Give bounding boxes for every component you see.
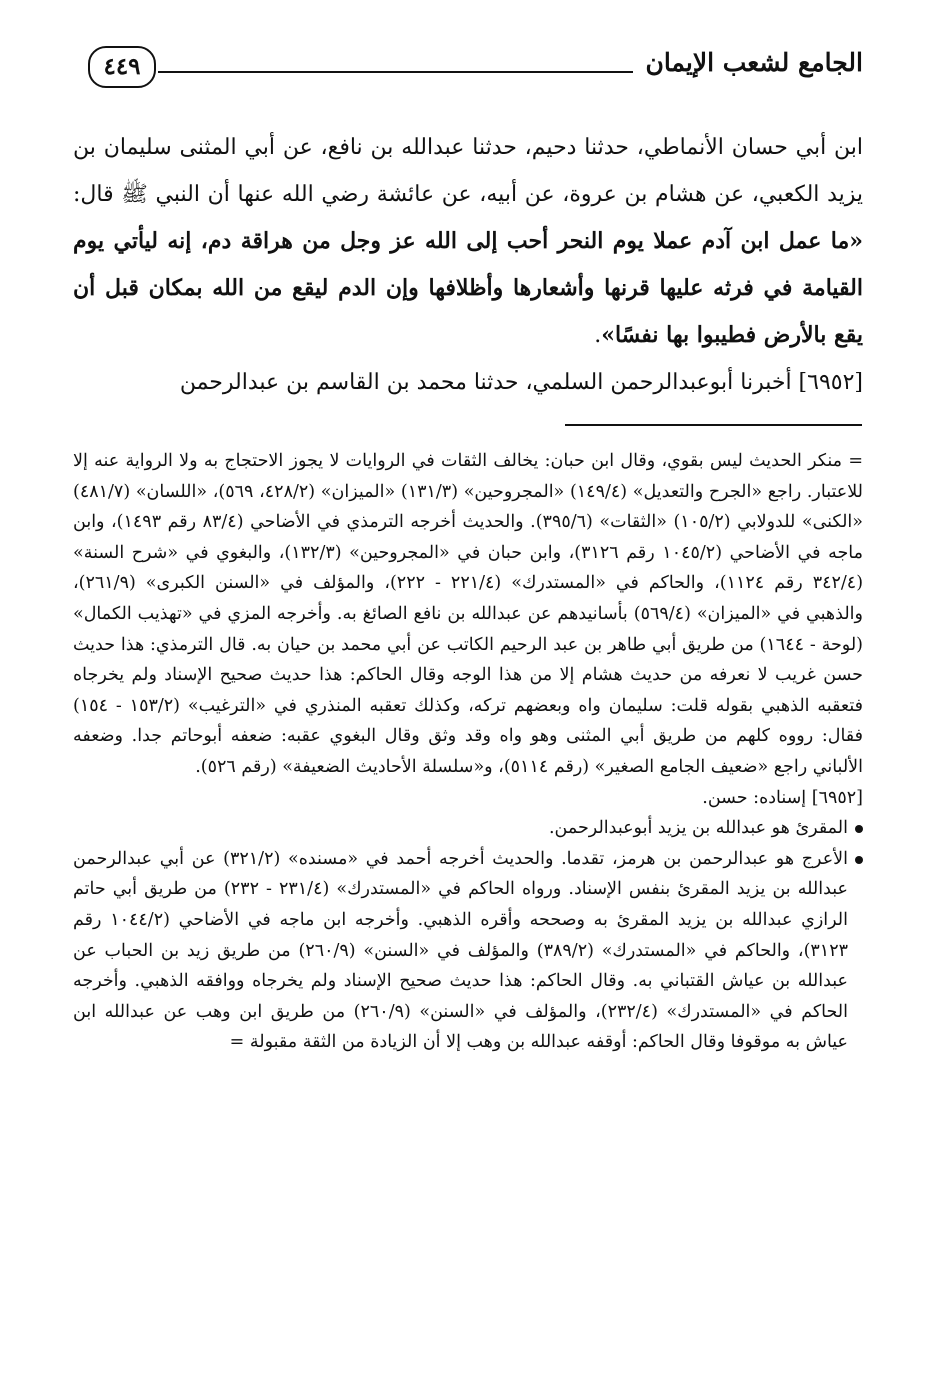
footnote-bullet: الأعرج هو عبدالرحمن بن هرمز، تقدما. والحديث أخرجه أحمد في «مسنده» (٣٢١/٢) عن أبي عبدالرحمن عبدالله بن يزيد المقرئ بنفس الإسناد. ورواه الحاكم في «المستدرك» (٢٣١/٤ - ٢٣٢) من طريق أبي حاتم الرازي عبدالله بن يزيد المقرئ به وصححه وأقره الذهبي. وأخرجه ابن ماجه في الأضاحي (١٠٤٤/٢ رقم ٣١٢٣)، والحاكم في «المستدرك» (٣٨٩/٢) والمؤلف في «السنن» (٢٦٠/٩) من طريق زيد بن الحباب عن عبدالله بن عياش القتباني به. وقال الحاكم: هذا حديث صحيح الإسناد ولم يخرجاه ووافقه الذهبي. وأخرجه الحاكم في «المستدرك» (٢٣٢/٤)، والمؤلف في «السنن» (٢٦٠/٩) من طريق ابن وهب عن عبدالله ابن عياش به موقوفا وقال الحاكم: أوقفه عبدالله بن وهب إلا أن الزيادة من الثقة مقبولة =	[73, 844, 863, 1058]
isnad-text: ابن أبي حسان الأنماطي، حدثنا دحيم، حدثنا عبدالله بن نافع، عن أبي المثنى سليمان بن يزيد الكعبي، عن هشام بن عروة، عن أبيه، عن عائشة رضي الله عنها أن النبي ﷺ قال:	[73, 135, 863, 207]
footnote-separator	[565, 424, 862, 426]
main-text	[73, 124, 863, 406]
footnotes	[73, 446, 863, 1058]
book-title: الجامع لشعب الإيمان	[645, 48, 863, 77]
paragraph-6952: [٦٩٥٢] أخبرنا أبوعبدالرحمن السلمي، حدثنا محمد بن القاسم بن عبدالرحمن	[179, 370, 863, 395]
header-rule	[158, 71, 633, 73]
paragraph-end: .	[594, 323, 602, 348]
page-header	[88, 40, 863, 106]
paragraph-hadith	[73, 124, 863, 359]
page-number: ٤٤٩	[88, 46, 156, 88]
footnote-continuation: = منكر الحديث ليس بقوي، وقال ابن حبان: يخالف الثقات في الروايات لا يجوز الاحتجاج به ولا الرواية عنه إلا للاعتبار. راجع «الجرح والتعديل» (١٤٩/٤) «المجروحين» (١٣١/٣) «الميزان» (٤٢٨/٢، ٥٦٩)، «اللسان» (٤٨١/٧) «الكنى» للدولابي (١٠٥/٢) «الثقات» (٣٩٥/٦). والحديث أخرجه الترمذي في الأضاحي (٨٣/٤ رقم ١٤٩٣)، وابن ماجه في الأضاحي (١٠٤٥/٢ رقم ٣١٢٦)، وابن حبان في «المجروحين» (١٣٢/٣)، والبغوي في «شرح السنة» (٣٤٢/٤ رقم ١١٢٤)، والحاكم في «المستدرك» (٢٢١/٤ - ٢٢٢)، والمؤلف في «السنن الكبرى» (٢٦١/٩)، والذهبي في «الميزان» (٥٦٩/٤) بأسانيدهم عن عبدالله بن نافع الصائغ به. وأخرجه المزي في «تهذيب الكمال» (لوحة - ١٦٤٤) من طريق أبي طاهر بن عبد الرحيم الكاتب عن أبي محمد بن حيان به. قال الترمذي: هذا حديث حسن غريب لا نعرفه من حديث هشام إلا من هذا الوجه وقال الحاكم: هذا حديث صحيح الإسناد ولم يخرجاه فتعقبه الذهبي بقوله قلت: سليمان واه وبعضهم تركه، وكذلك تعقبه المنذري في «الترغيب» (١٥٣/٢ - ١٥٤) فقال: رووه كلهم من طريق أبي المثنى وهو واه وقد وثق وقال البغوي عقبه: ضعفه أبوحاتم جدا. وضعفه الألباني راجع «ضعيف الجامع الصغير» (رقم ٥١١٤)، و«سلسلة الأحاديث الضعيفة» (رقم ٥٢٦).	[73, 451, 864, 777]
footnote-bullet: المقرئ هو عبدالله بن يزيد أبوعبدالرحمن.	[73, 813, 863, 844]
hadith-text: «ما عمل ابن آدم عملا يوم النحر أحب إلى الله عز وجل من هراقة دم، إنه ليأتي يوم القيامة في فرثه عليها قرنها وأشعارها وأظلافها وإن الدم ليقع من الله بمكان قبل أن يقع بالأرض فطيبوا بها نفسًا»	[73, 228, 863, 348]
footnote-bullets	[73, 813, 863, 1058]
footnote-isnad-label: [٦٩٥٢] إسناده: حسن.	[702, 787, 863, 808]
